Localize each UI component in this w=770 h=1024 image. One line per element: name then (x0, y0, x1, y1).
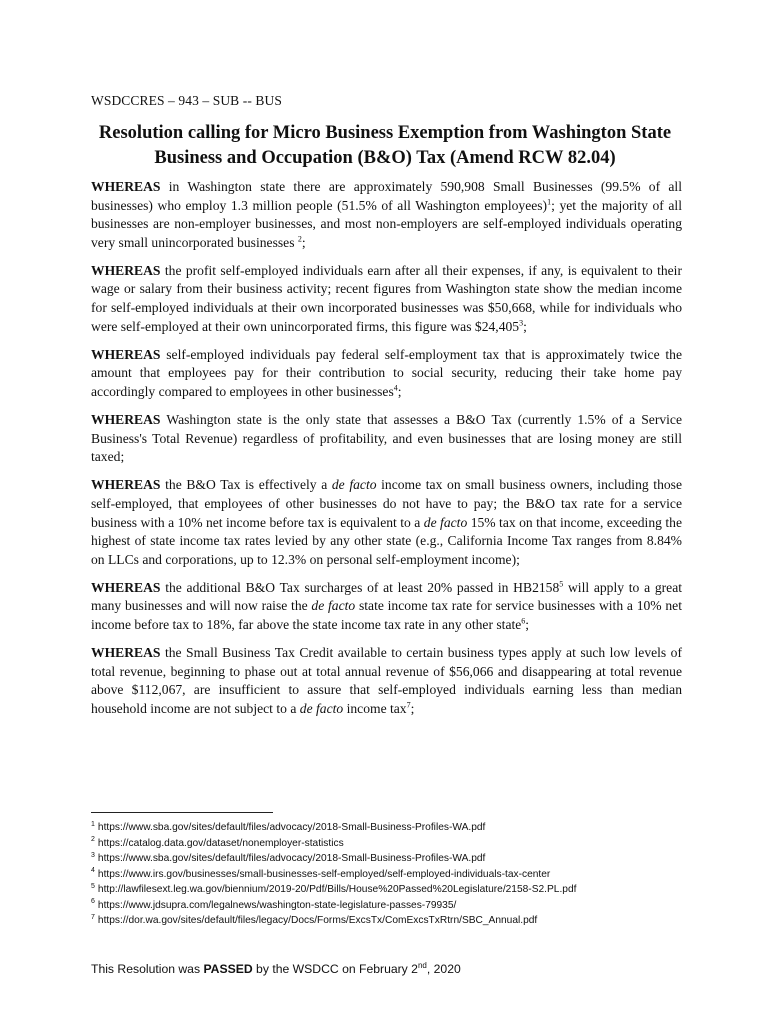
resolution-body (91, 178, 682, 728)
footnote-number: 5 (91, 882, 95, 890)
footnote-number: 6 (91, 898, 95, 906)
footnote-link[interactable]: https://www.sba.gov/sites/default/files/advocacy/2018-Small-Business-Profiles-WA.pdf (97, 822, 486, 833)
footnote-link[interactable]: https://dor.wa.gov/sites/default/files/legacy/Docs/Forms/ExcsTx/ComExcsTxRtrn/SBC_Annual.pdf (97, 915, 538, 926)
whereas-label: WHEREAS (91, 179, 161, 194)
footnote-6 (91, 898, 691, 914)
resolution-title (80, 121, 690, 171)
paragraph-text: income tax (343, 700, 407, 716)
footnotes (91, 820, 691, 929)
footnote-4 (91, 867, 691, 883)
whereas-paragraph-5 (91, 476, 682, 569)
whereas-paragraph-6 (91, 579, 682, 635)
footnote-number: 3 (91, 851, 95, 859)
footnote-link[interactable]: https://www.irs.gov/businesses/small-businesses-self-employed/self-employed-individuals-tax-center (97, 868, 551, 880)
paragraph-text: ; (301, 234, 306, 250)
paragraph-text: 15% tax on that income, exceeding the highest of state income tax rates levied by any other state (e.g., California Income Tax ranges from 8.84% on LLCs and corporations, up to 12.3% on personal self-employment income); (91, 514, 682, 567)
italic-term: de facto (423, 514, 468, 530)
footnote-3 (91, 851, 691, 867)
whereas-label: WHEREAS (91, 645, 161, 661)
footnote-ref: 7 (406, 700, 411, 710)
footnote-link[interactable]: https://catalog.data.gov/dataset/nonemployer-statistics (97, 837, 344, 849)
paragraph-text: Washington state is the only state that assesses a B&O Tax (currently 1.5% of a Service Business's Total Revenue) regardless of profitability, and even businesses that are losing money are still taxed; (91, 412, 682, 465)
footnote-2 (91, 836, 691, 852)
footnote-1 (91, 820, 691, 836)
paragraph-text: the Small Business Tax Credit available to certain business types apply at such low levels of total revenue, beginning to phase out at total annual revenue of $56,066 and disappearing at total revenue above $112,067, are insufficient to assure that self-employed individuals earning less than median household income are not subject to a (91, 645, 682, 716)
paragraph-text: income tax on small business owners, including those self-employed, that employees of other businesses do not have to pay; the B&O tax rate for a service business with a 10% net income before tax is equivalent to a (91, 477, 682, 530)
footnote-divider (91, 812, 273, 813)
paragraph-text: state income tax rate for service businesses with a 10% net income before tax to 18%, far above the state income tax rate in any other state (91, 598, 682, 632)
footer-text: This Resolution was (91, 962, 204, 976)
footnote-number: 1 (91, 820, 95, 828)
italic-term: de facto (331, 477, 377, 493)
footnote-ref: 2 (297, 234, 302, 244)
title-line-2: Business and Occupation (B&O) Tax (Amend RCW 82.04) (154, 148, 616, 168)
whereas-label: WHEREAS (91, 477, 161, 493)
passed-footer (91, 962, 461, 976)
paragraph-text: the profit self-employed individuals earn after all their expenses, if any, is equivalent to their wage or salary from their business activity; recent figures from Washington state show the median income for self-employed individuals at their own incorporated businesses was $50,668, while for individuals who were self-employed at their own unincorporated firms, this figure was $24,405 (91, 262, 682, 334)
whereas-paragraph-4 (91, 411, 682, 467)
paragraph-text: in Washington state there are approximately 590,908 Small Businesses (99.5% of all businesses) who employ 1.3 million people (51.5% of all Washington employees) (91, 179, 682, 213)
whereas-paragraph-1 (91, 178, 682, 252)
paragraph-text: will apply to a great many businesses and will now raise the (91, 579, 682, 614)
footnote-link[interactable]: http://lawfilesext.leg.wa.gov/biennium/2019-20/Pdf/Bills/House%20Passed%20Legislature/2158-S2.PL.pdf (97, 884, 577, 895)
resolution-code: WSDCCRES – 943 – SUB -- BUS (91, 93, 282, 108)
footnote-number: 7 (91, 913, 95, 921)
footnote-ref: 5 (559, 579, 564, 589)
footnote-ref: 1 (547, 197, 552, 207)
whereas-label: WHEREAS (91, 579, 161, 595)
paragraph-text: ; (410, 700, 415, 716)
footnote-7 (91, 913, 691, 929)
passed-label: PASSED (203, 962, 253, 976)
paragraph-text: ; yet the majority of all businesses are non-employer businesses, and most non-employers are self-employed individuals operating very small unincorporated businesses (91, 197, 682, 250)
paragraph-text: the B&O Tax is effectively a (160, 477, 332, 493)
italic-term: de facto (311, 598, 356, 614)
footer-ordinal: nd (417, 960, 427, 970)
footnote-link[interactable]: https://www.jdsupra.com/legalnews/washington-state-legislature-passes-79935/ (97, 899, 457, 911)
paragraph-text: ; (523, 318, 527, 334)
whereas-label: WHEREAS (91, 412, 161, 428)
footnote-ref: 6 (521, 616, 526, 626)
whereas-paragraph-7 (91, 644, 682, 718)
footnote-ref: 4 (393, 383, 398, 393)
paragraph-text: ; (397, 383, 402, 399)
paragraph-text: ; (525, 616, 530, 632)
footnote-number: 4 (91, 867, 95, 875)
italic-term: de facto (299, 700, 344, 716)
footnote-5 (91, 882, 691, 898)
paragraph-text: the additional B&O Tax surcharges of at least 20% passed in HB2158 (160, 579, 560, 595)
whereas-label: WHEREAS (91, 262, 161, 278)
footnote-link[interactable]: https://www.sba.gov/sites/default/files/advocacy/2018-Small-Business-Profiles-WA.pdf (97, 853, 486, 864)
footnote-ref: 3 (519, 318, 524, 328)
paragraph-text: self-employed individuals pay federal self-employment tax that is approximately twice the amount that employees pay for their contribution to social security, reducing their take home pay accordingly compared to employees in other businesses (91, 346, 682, 399)
whereas-label: WHEREAS (91, 346, 161, 362)
footer-text: by the WSDCC on February 2 (252, 962, 418, 976)
footnote-number: 2 (91, 836, 95, 844)
whereas-paragraph-2 (91, 262, 682, 336)
whereas-paragraph-3 (91, 346, 682, 402)
title-line-1: Resolution calling for Micro Business Exemption from Washington State (98, 123, 672, 143)
footer-text: , 2020 (426, 962, 461, 976)
